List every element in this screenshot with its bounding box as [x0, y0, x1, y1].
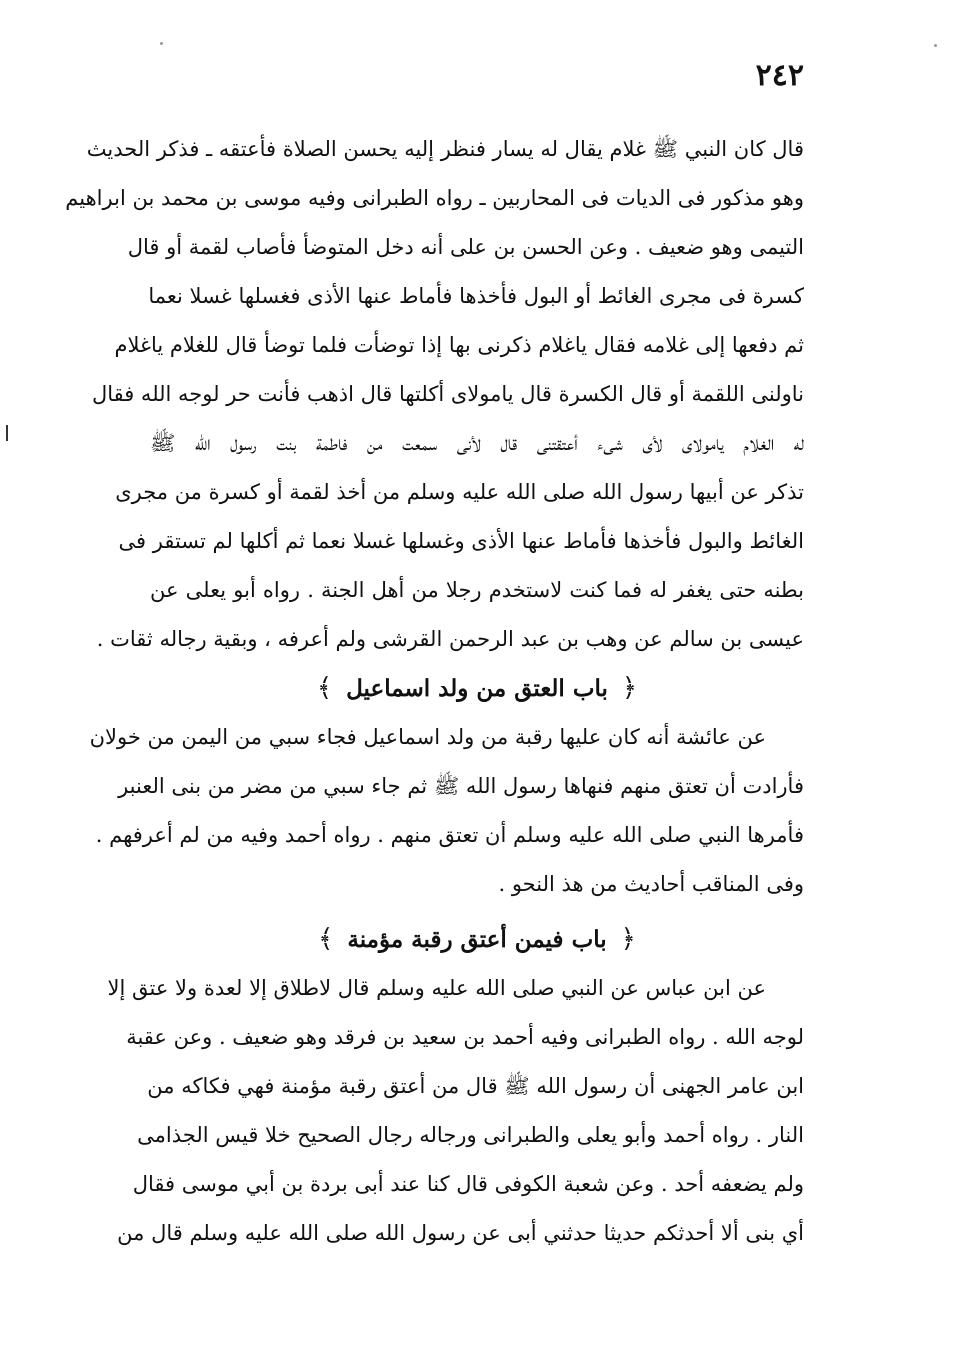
text-line: وفى المناقب أحاديث من هذ النحو .: [498, 872, 804, 896]
heading-close-bracket: ﴾: [316, 673, 333, 703]
text-line: كسرة فى مجرى الغائط أو البول فأخذها فأماط عنها الأذى فغسلها غسلا نعما: [148, 284, 804, 308]
text-line: فأرادت أن تعتق منهم فنهاها رسول الله ﷺ ثم جاء سبي من مضر من بنى العنبر: [118, 774, 804, 798]
text-line: ناولنى اللقمة أو قال الكسرة قال يامولاى أكلتها قال اذهب فأنت حر لوجه الله فقال: [91, 382, 804, 406]
scan-speck: [934, 44, 937, 47]
text-line: عن عائشة أنه كان عليها رقبة من ولد اسماعيل فجاء سبي من اليمن من خولان: [89, 725, 766, 749]
heading-title: فيمن أعتق رقبة مؤمنة: [347, 926, 564, 953]
heading-bab: باب: [571, 926, 607, 953]
paragraph-hasan-ibn-ali: [65, 125, 804, 1258]
text-line: فأمرها النبي صلى الله عليه وسلم أن تعتق منهم . رواه أحمد وفيه من لم أعرفهم .: [95, 823, 804, 847]
heading-bab: باب: [572, 675, 608, 702]
text-line: قال كان النبي ﷺ غلام يقال له يسار فنظر إليه يحسن الصلاة فأعتقه ـ فذكر الحديث: [86, 137, 804, 161]
chapter-heading-ismail: [150, 664, 804, 713]
text-line: له الغلام يامولاى لأى شىء أعتقتنى قال لأنى سمعت من فاطمة بنت رسول الله ﷺ: [150, 431, 804, 455]
heading-title: العتق من ولد اسماعيل: [346, 675, 565, 702]
text-line: تذكر عن أبيها رسول الله صلى الله عليه وسلم من أخذ لقمة أو كسرة من مجرى: [115, 480, 804, 504]
scan-edge-mark: [6, 425, 8, 441]
scan-speck: [160, 42, 163, 45]
text-line: عن ابن عباس عن النبي صلى الله عليه وسلم قال لاطلاق إلا لعدة ولا عتق إلا: [107, 976, 766, 1000]
text-line: لوجه الله . رواه الطبرانى وفيه أحمد بن سعيد بن فرقد وهو ضعيف . وعن عقبة: [126, 1025, 804, 1049]
text-line: عيسى بن سالم عن وهب بن عبد الرحمن القرشى ولم أعرفه ، وبقية رجاله ثقات .: [96, 627, 804, 651]
heading-open-bracket: ﴿: [621, 673, 638, 703]
text-line: الغائط والبول فأخذها فأماط عنها الأذى وغسلها غسلا نعما ثم أكلها لم تستقر فى: [118, 529, 804, 553]
text-line: بطنه حتى يغفر له فما كنت لاستخدم رجلا من أهل الجنة . رواه أبو يعلى عن: [150, 578, 804, 602]
text-line: ولم يضعفه أحد . وعن شعبة الكوفى قال كنا عند أبى بردة بن أبي موسى فقال: [132, 1172, 804, 1196]
page-number: ٢٤٢: [755, 58, 804, 93]
heading-open-bracket: ﴿: [620, 924, 636, 954]
chapter-heading-believing-slave: [150, 915, 804, 964]
text-line: ثم دفعها إلى غلامه فقال ياغلام ذكرنى بها إذا توضأت فلما توضأ قال للغلام ياغلام: [114, 333, 804, 357]
text-line: وهو مذكور فى الديات فى المحاربين ـ رواه الطبرانى وفيه موسى بن محمد بن ابراهيم: [65, 186, 804, 210]
text-line: ابن عامر الجهنى أن رسول الله ﷺ قال من أعتق رقبة مؤمنة فهي فكاكه من: [147, 1074, 804, 1098]
heading-close-bracket: ﴾: [318, 924, 334, 954]
text-line: التيمى وهو ضعيف . وعن الحسن بن على أنه دخل المتوضأ فأصاب لقمة أو قال: [127, 235, 804, 259]
text-line: النار . رواه أحمد وأبو يعلى والطبرانى ورجاله رجال الصحيح خلا قيس الجذامى: [137, 1123, 804, 1147]
text-line: أي بنى ألا أحدثكم حديثا حدثني أبى عن رسول الله صلى الله عليه وسلم قال من: [117, 1221, 804, 1245]
